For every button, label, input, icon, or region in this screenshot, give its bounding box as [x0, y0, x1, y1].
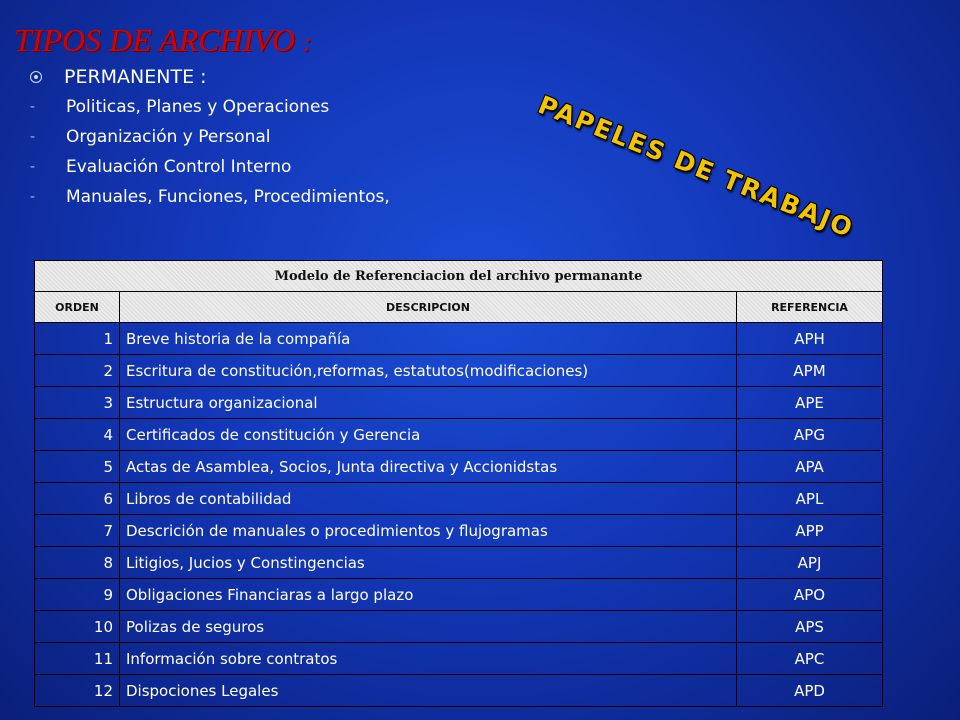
description-cell: Dispociones Legales — [120, 675, 737, 707]
table-row — [35, 483, 883, 515]
table-row — [35, 419, 883, 451]
dash-bullet-icon: - — [30, 189, 36, 205]
table-row — [35, 643, 883, 675]
description-cell: Litigios, Jucios y Constingencias — [120, 547, 737, 579]
sub-bullet — [30, 182, 390, 212]
order-cell: 8 — [35, 547, 120, 579]
reference-cell: APA — [737, 451, 883, 483]
reference-cell: APD — [737, 675, 883, 707]
order-cell: 10 — [35, 611, 120, 643]
reference-cell: APJ — [737, 547, 883, 579]
table-row — [35, 355, 883, 387]
sub-bullet-label: Manuales, Funciones, Procedimientos, — [66, 187, 390, 207]
reference-cell: APE — [737, 387, 883, 419]
description-cell: Polizas de seguros — [120, 611, 737, 643]
reference-cell: APH — [737, 323, 883, 355]
order-cell: 9 — [35, 579, 120, 611]
description-cell: Actas de Asamblea, Socios, Junta directiva y Accionidstas — [120, 451, 737, 483]
reference-cell: APO — [737, 579, 883, 611]
sub-bullet — [30, 122, 390, 152]
target-bullet-icon — [30, 71, 42, 83]
main-bullet — [30, 62, 390, 92]
bullet-list — [30, 62, 390, 212]
reference-cell: APM — [737, 355, 883, 387]
order-cell: 6 — [35, 483, 120, 515]
order-cell: 11 — [35, 643, 120, 675]
reference-cell: APS — [737, 611, 883, 643]
reference-table — [34, 260, 883, 707]
order-cell: 12 — [35, 675, 120, 707]
sub-bullet — [30, 152, 390, 182]
papeles-de-trabajo-stamp: PAPELES DE TRABAJO — [534, 90, 859, 244]
sub-bullet-label: Organización y Personal — [66, 127, 271, 147]
description-cell: Certificados de constitución y Gerencia — [120, 419, 737, 451]
description-cell: Información sobre contratos — [120, 643, 737, 675]
description-cell: Escritura de constitución,reformas, estatutos(modificaciones) — [120, 355, 737, 387]
main-bullet-label: PERMANENTE : — [64, 66, 207, 88]
order-cell: 7 — [35, 515, 120, 547]
reference-cell: APC — [737, 643, 883, 675]
column-header-order: ORDEN — [35, 292, 120, 323]
dash-bullet-icon: - — [30, 99, 36, 115]
reference-cell: APL — [737, 483, 883, 515]
table-row — [35, 451, 883, 483]
table-row — [35, 579, 883, 611]
table-row — [35, 387, 883, 419]
description-cell: Obligaciones Financiaras a largo plazo — [120, 579, 737, 611]
reference-cell: APP — [737, 515, 883, 547]
column-header-reference: REFERENCIA — [737, 292, 883, 323]
order-cell: 4 — [35, 419, 120, 451]
slide-title-colon: : — [303, 28, 312, 57]
column-header-description: DESCRIPCION — [120, 292, 737, 323]
order-cell: 1 — [35, 323, 120, 355]
table-row — [35, 611, 883, 643]
sub-bullet-label: Evaluación Control Interno — [66, 157, 292, 177]
dash-bullet-icon: - — [30, 129, 36, 145]
description-cell: Breve historia de la compañía — [120, 323, 737, 355]
table-row — [35, 323, 883, 355]
order-cell: 2 — [35, 355, 120, 387]
slide-title — [14, 22, 312, 59]
table-caption: Modelo de Referenciacion del archivo permanante — [35, 261, 883, 292]
slide-title-text: TIPOS DE ARCHIVO — [14, 22, 296, 58]
sub-bullet-label: Politicas, Planes y Operaciones — [66, 97, 330, 117]
order-cell: 5 — [35, 451, 120, 483]
order-cell: 3 — [35, 387, 120, 419]
reference-cell: APG — [737, 419, 883, 451]
table-row — [35, 515, 883, 547]
sub-bullet — [30, 92, 390, 122]
description-cell: Estructura organizacional — [120, 387, 737, 419]
dash-bullet-icon: - — [30, 159, 36, 175]
table-row — [35, 547, 883, 579]
table-row — [35, 675, 883, 707]
description-cell: Libros de contabilidad — [120, 483, 737, 515]
description-cell: Descrición de manuales o procedimientos y flujogramas — [120, 515, 737, 547]
